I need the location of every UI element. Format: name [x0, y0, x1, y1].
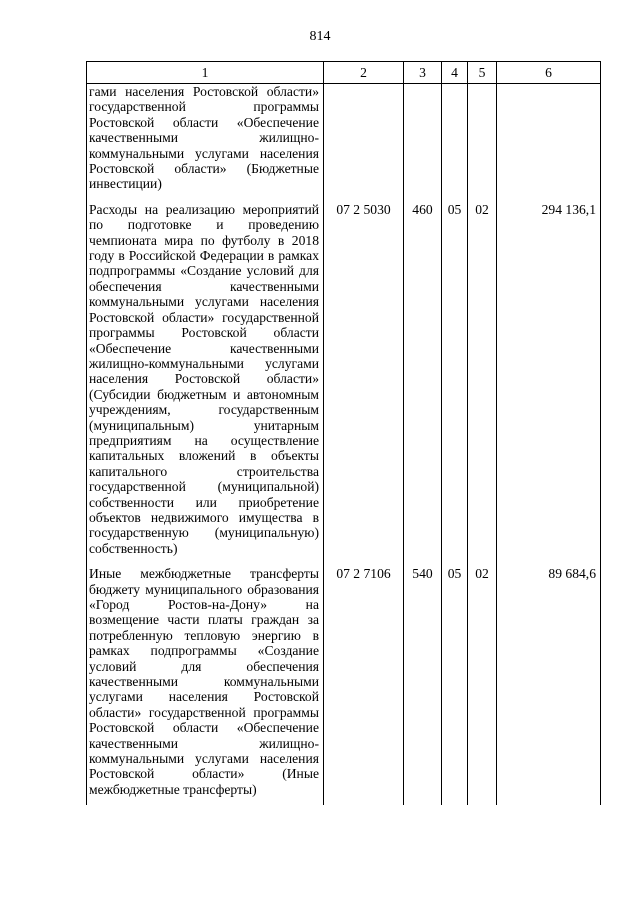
table-row [87, 192, 601, 556]
header-row [87, 62, 601, 84]
header-col-4: 4 [442, 62, 468, 84]
table-body [87, 84, 601, 806]
table-row [87, 556, 601, 805]
header-col-5: 5 [468, 62, 497, 84]
row-pr [468, 84, 497, 192]
row-code [324, 84, 404, 192]
row-code: 07 2 5030 [324, 192, 404, 556]
header-col-1: 1 [87, 62, 324, 84]
header-col-6: 6 [497, 62, 601, 84]
row-vr: 460 [404, 192, 442, 556]
header-col-2: 2 [324, 62, 404, 84]
header-col-3: 3 [404, 62, 442, 84]
row-description: Расходы на реализацию мероприятий по подготовке и проведению чемпионата мира по футболу в 2018 году в Российской Федерации в рамках подпрограммы «Создание условий для обеспечения качественными коммунальными услугами населения Ростовской области» государственной программы Ростовской области «Обеспечение качественными жилищно-коммунальными услугами населения Ростовской области» (Субсидии бюджетным и автономным учреждениям, государственным (муниципальным) унитарным предприятиям на осуществление капитальных вложений в объекты капитального строительства государственной (муниципальной) собственности или приобретение объектов недвижимого имущества в государственную (муниципальную) собственность) [87, 192, 324, 556]
row-amount: 89 684,6 [497, 556, 601, 805]
table-row [87, 84, 601, 192]
row-description: Иные межбюджетные трансферты бюджету муниципального образования «Город Ростов-на-Дону» на возмещение части платы граждан за потребленную тепловую энергию в рамках подпрограммы «Создание условий для обеспечения качественными коммунальными услугами населения Ростовской области» государственной программы Ростовской области «Обеспечение качественными жилищно-коммунальными услугами населения Ростовской области» (Иные межбюджетные трансферты) [87, 556, 324, 805]
row-code: 07 2 7106 [324, 556, 404, 805]
row-description: гами населения Ростовской области» государственной программы Ростовской области «Обеспечение качественными жилищно-коммунальными услугами населения Ростовской области» (Бюджетные инвестиции) [87, 84, 324, 192]
row-rz: 05 [442, 556, 468, 805]
row-amount [497, 84, 601, 192]
row-pr: 02 [468, 192, 497, 556]
row-amount: 294 136,1 [497, 192, 601, 556]
row-pr: 02 [468, 556, 497, 805]
page-number: 814 [309, 29, 331, 44]
row-rz: 05 [442, 192, 468, 556]
budget-table [86, 61, 601, 805]
row-vr: 540 [404, 556, 442, 805]
table-header [87, 62, 601, 84]
row-vr [404, 84, 442, 192]
row-rz [442, 84, 468, 192]
